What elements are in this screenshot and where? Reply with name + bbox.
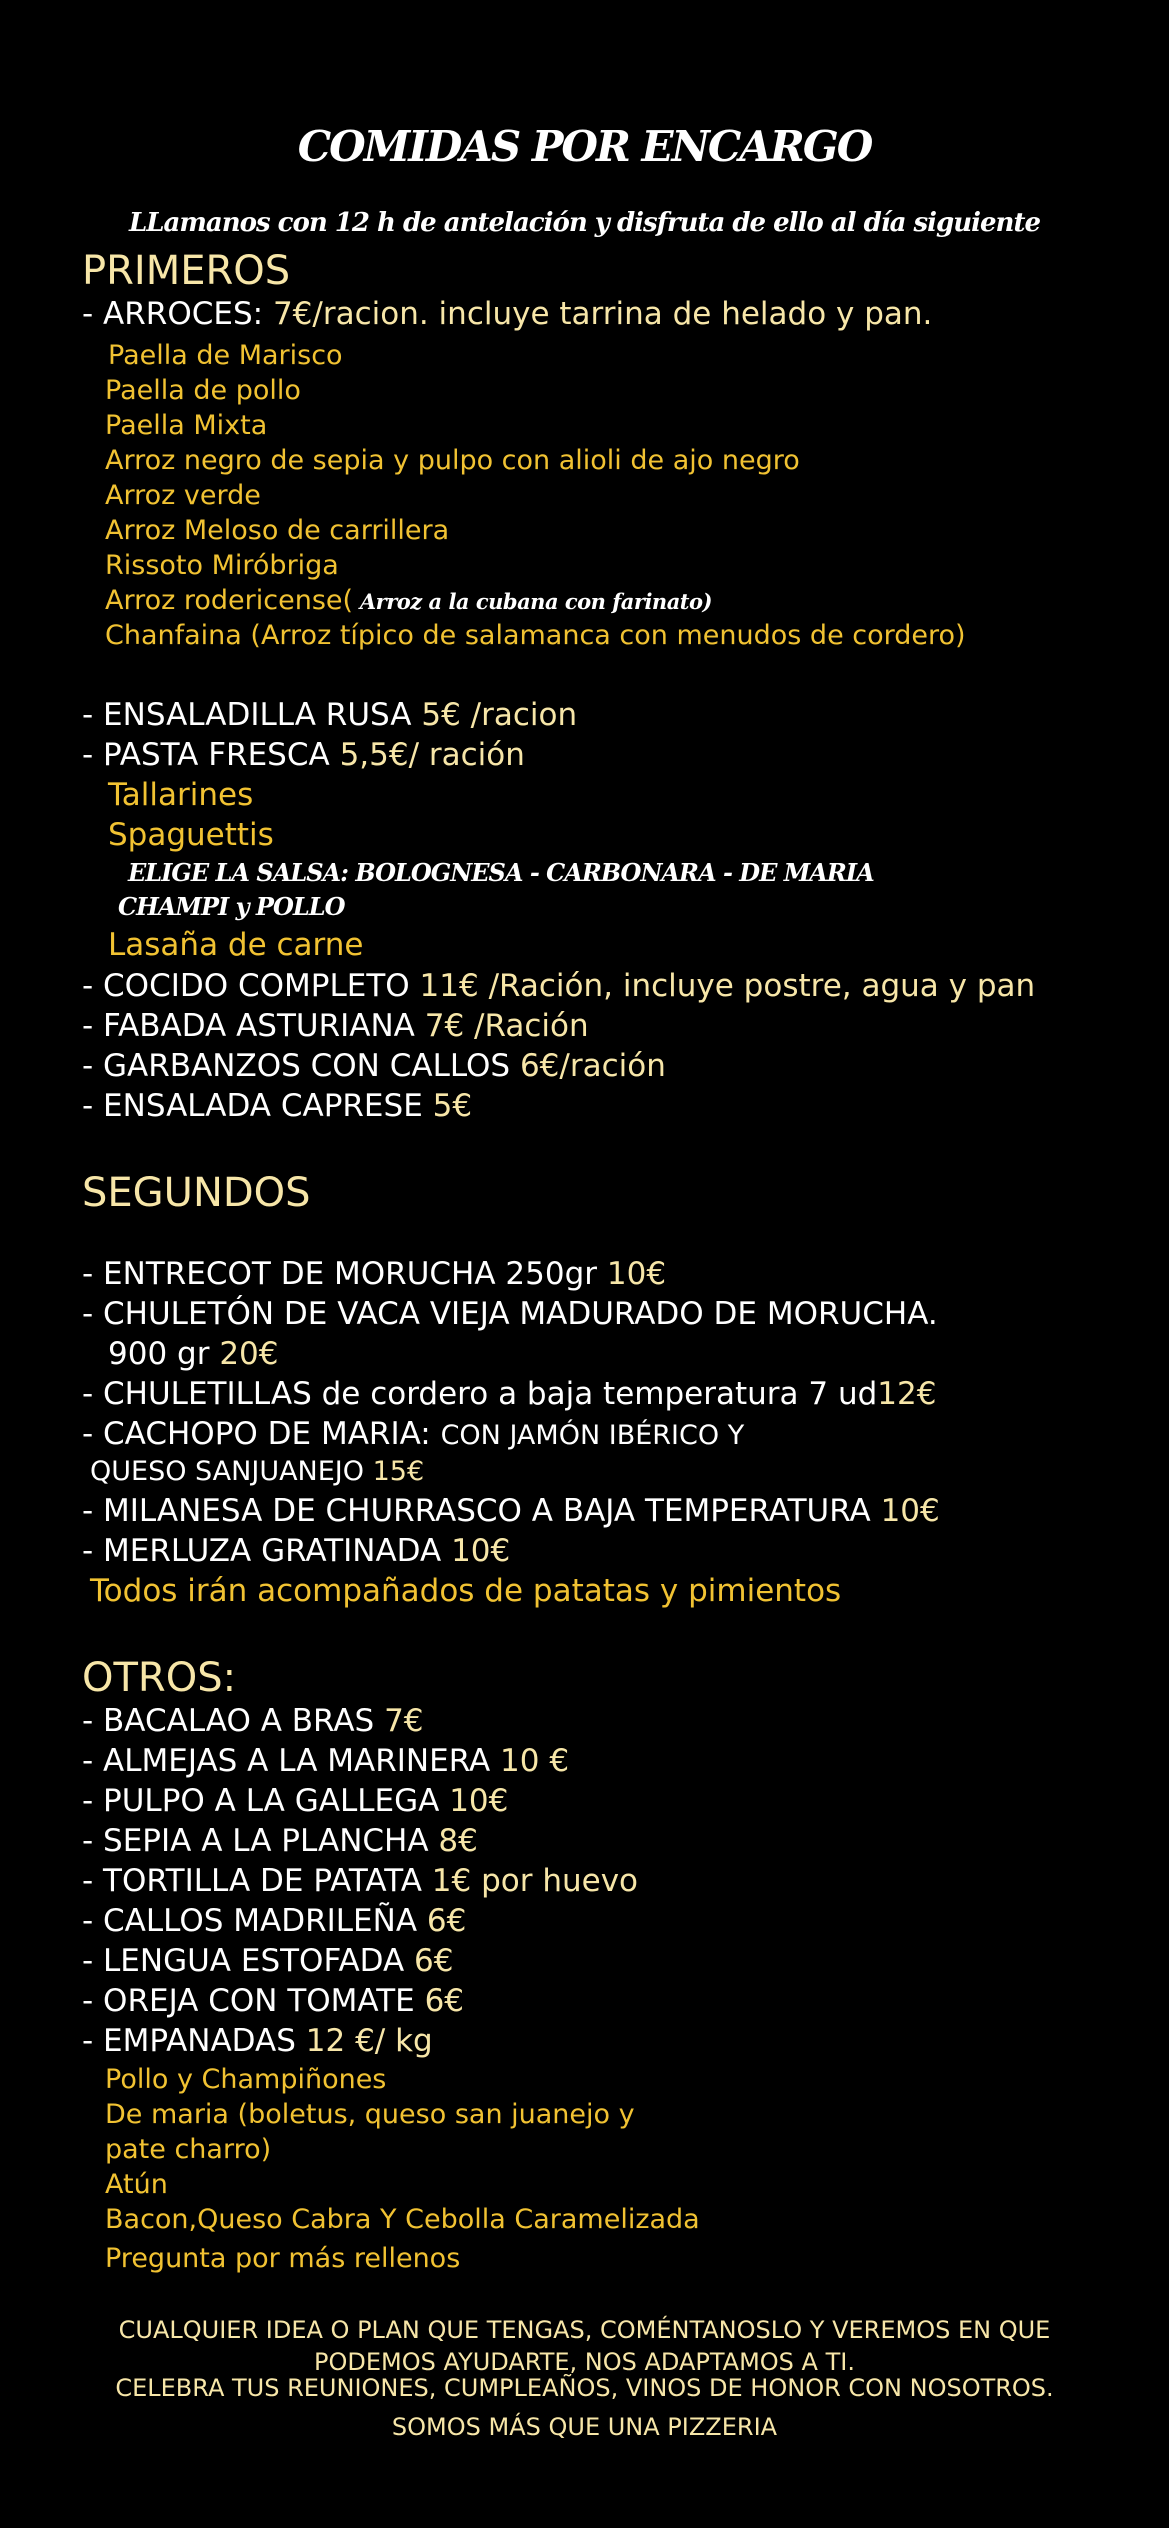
footer-celebrate: CELEBRA TUS REUNIONES, CUMPLEAÑOS, VINOS DE HONOR CON NOSOTROS. — [115, 2374, 1054, 2402]
list-item: Bacon,Queso Cabra Y Cebolla Caramelizada — [105, 2204, 700, 2235]
item-price: 5€ — [432, 1088, 473, 1124]
item-label: Arroz rodericense( — [105, 585, 354, 616]
item-price: 15€ — [372, 1456, 425, 1487]
item-price: 10€ — [449, 1783, 509, 1819]
footer-message: CUALQUIER IDEA O PLAN QUE TENGAS, COMÉNTANOSLO Y VEREMOS EN QUE PODEMOS AYUDARTE, NOS ADAPTAMOS A TI. — [118, 2316, 1051, 2376]
list-item: Paella de Marisco — [108, 340, 343, 371]
item-label: - CHULETILLAS de cordero a baja temperatura 7 ud — [82, 1376, 878, 1412]
item-price: 6€ — [426, 1903, 467, 1939]
item-price: 12€ — [877, 1376, 937, 1412]
item-label: - EMPANADAS — [82, 2023, 306, 2059]
item-label: - LENGUA ESTOFADA — [82, 1943, 415, 1979]
menu-line-empanadas — [82, 2023, 433, 2059]
item-price: 10€ — [880, 1493, 940, 1529]
item-price: 12 €/ kg — [305, 2023, 433, 2059]
list-item: Lasaña de carne — [108, 927, 364, 963]
list-item: Arroz negro de sepia y pulpo con alioli de ajo negro — [105, 445, 800, 476]
section-heading-segundos: SEGUNDOS — [82, 1170, 311, 1216]
item-price: 6€/ración — [519, 1048, 666, 1084]
item-price: 5,5€/ ración — [339, 737, 525, 773]
menu-line-garbanzos — [82, 1048, 666, 1084]
page-subtitle: LLamanos con 12 h de antelación y disfruta de ello al día siguiente — [128, 208, 1041, 238]
list-item: Paella Mixta — [105, 410, 268, 441]
menu-line-milanesa — [82, 1493, 940, 1529]
item-price: 11€ /Ración, incluye postre, agua y pan — [419, 968, 1036, 1004]
menu-line-otros — [82, 1823, 478, 1859]
item-label: - OREJA CON TOMATE — [82, 1983, 425, 2019]
item-label: QUESO SANJUANEJO — [90, 1456, 373, 1487]
segundos-note: Todos irán acompañados de patatas y pimientos — [90, 1573, 842, 1609]
list-item: Paella de pollo — [105, 375, 301, 406]
list-item: De maria (boletus, queso san juanejo y — [105, 2099, 635, 2130]
item-price: 7€/racion. incluye tarrina de helado y pan. — [263, 296, 933, 332]
item-label: - PASTA FRESCA — [82, 737, 340, 773]
item-price: 6€ — [424, 1983, 465, 2019]
item-price: 7€ /Ración — [424, 1008, 589, 1044]
item-price: 1€ por huevo — [431, 1863, 639, 1899]
item-price: 6€ — [414, 1943, 454, 1979]
list-item: Tallarines — [108, 777, 254, 813]
section-heading-primeros: PRIMEROS — [82, 248, 291, 294]
menu-line-cocido — [82, 968, 1035, 1004]
menu-line-otros — [82, 1983, 464, 2019]
menu-line-otros — [82, 1743, 569, 1779]
menu-line-pasta — [82, 737, 525, 773]
item-label: - ENTRECOT DE MORUCHA 250gr — [82, 1256, 607, 1292]
menu-line-otros — [82, 1703, 424, 1739]
item-note: Arroz a la cubana con farinato) — [353, 589, 712, 614]
list-item: Pollo y Champiñones — [105, 2064, 387, 2095]
menu-line-fabada — [82, 1008, 589, 1044]
item-label: - CACHOPO DE MARIA: — [82, 1416, 441, 1452]
menu-line-otros — [82, 1863, 638, 1899]
menu-line-cachopo — [82, 1416, 744, 1452]
menu-line-merluza — [82, 1533, 510, 1569]
item-price: 20€ — [219, 1336, 279, 1372]
item-price: 10€ — [606, 1256, 667, 1292]
menu-line-arroces — [82, 296, 932, 332]
menu-line-otros — [82, 1783, 508, 1819]
list-item: Pregunta por más rellenos — [105, 2243, 461, 2274]
footer-tagline: SOMOS MÁS QUE UNA PIZZERIA — [391, 2413, 778, 2441]
list-item: pate charro) — [105, 2134, 272, 2165]
item-label: - ENSALADILLA RUSA — [82, 697, 422, 733]
list-item: Arroz verde — [105, 480, 261, 511]
salsa-options-cont: CHAMPI y POLLO — [118, 892, 345, 921]
menu-line-chuleton-weight — [108, 1336, 278, 1372]
item-price: 10 € — [500, 1743, 570, 1779]
salsa-options: ELIGE LA SALSA: BOLOGNESA - CARBONARA - DE MARIA — [128, 858, 874, 887]
page-title: COMIDAS POR ENCARGO — [297, 122, 872, 171]
menu-line-chuleton: - CHULETÓN DE VACA VIEJA MADURADO DE MORUCHA. — [82, 1296, 938, 1332]
item-label: - MERLUZA GRATINADA — [82, 1533, 452, 1569]
item-label: - CALLOS MADRILEÑA — [82, 1903, 427, 1939]
item-price: 8€ — [438, 1823, 478, 1859]
item-label: - FABADA ASTURIANA — [82, 1008, 425, 1044]
item-price: 10€ — [451, 1533, 511, 1569]
item-label: - ALMEJAS A LA MARINERA — [82, 1743, 501, 1779]
list-item: Atún — [105, 2169, 168, 2200]
menu-line-chuletillas — [82, 1376, 936, 1412]
item-detail: CON JAMÓN IBÉRICO Y — [440, 1420, 745, 1451]
menu-line-otros — [82, 1903, 466, 1939]
list-item: Chanfaina (Arroz típico de salamanca con menudos de cordero) — [105, 620, 966, 651]
menu-line-cachopo-cont — [90, 1456, 424, 1487]
list-item: Arroz Meloso de carrillera — [105, 515, 450, 546]
item-label: - SEPIA A LA PLANCHA — [82, 1823, 439, 1859]
item-label: - TORTILLA DE PATATA — [82, 1863, 432, 1899]
item-label: - GARBANZOS CON CALLOS — [82, 1048, 520, 1084]
item-label: - BACALAO A BRAS — [82, 1703, 385, 1739]
menu-line-entrecot — [82, 1256, 666, 1292]
item-label: - ARROCES: — [82, 296, 264, 332]
item-label: - PULPO A LA GALLEGA — [82, 1783, 450, 1819]
list-item: Spaguettis — [108, 817, 274, 853]
menu-line-ensaladilla — [82, 697, 577, 733]
section-heading-otros: OTROS: — [82, 1655, 237, 1701]
menu-line-otros — [82, 1943, 454, 1979]
item-price: 7€ — [384, 1703, 424, 1739]
menu-line-caprese — [82, 1088, 472, 1124]
item-label: 900 gr — [108, 1336, 220, 1372]
item-label: - ENSALADA CAPRESE — [82, 1088, 433, 1124]
item-price: 5€ /racion — [421, 697, 578, 733]
list-item: Rissoto Miróbriga — [105, 550, 339, 581]
item-label: - MILANESA DE CHURRASCO A BAJA TEMPERATURA — [82, 1493, 881, 1529]
list-item-rodericense — [105, 585, 712, 616]
item-label: - COCIDO COMPLETO — [82, 968, 420, 1004]
